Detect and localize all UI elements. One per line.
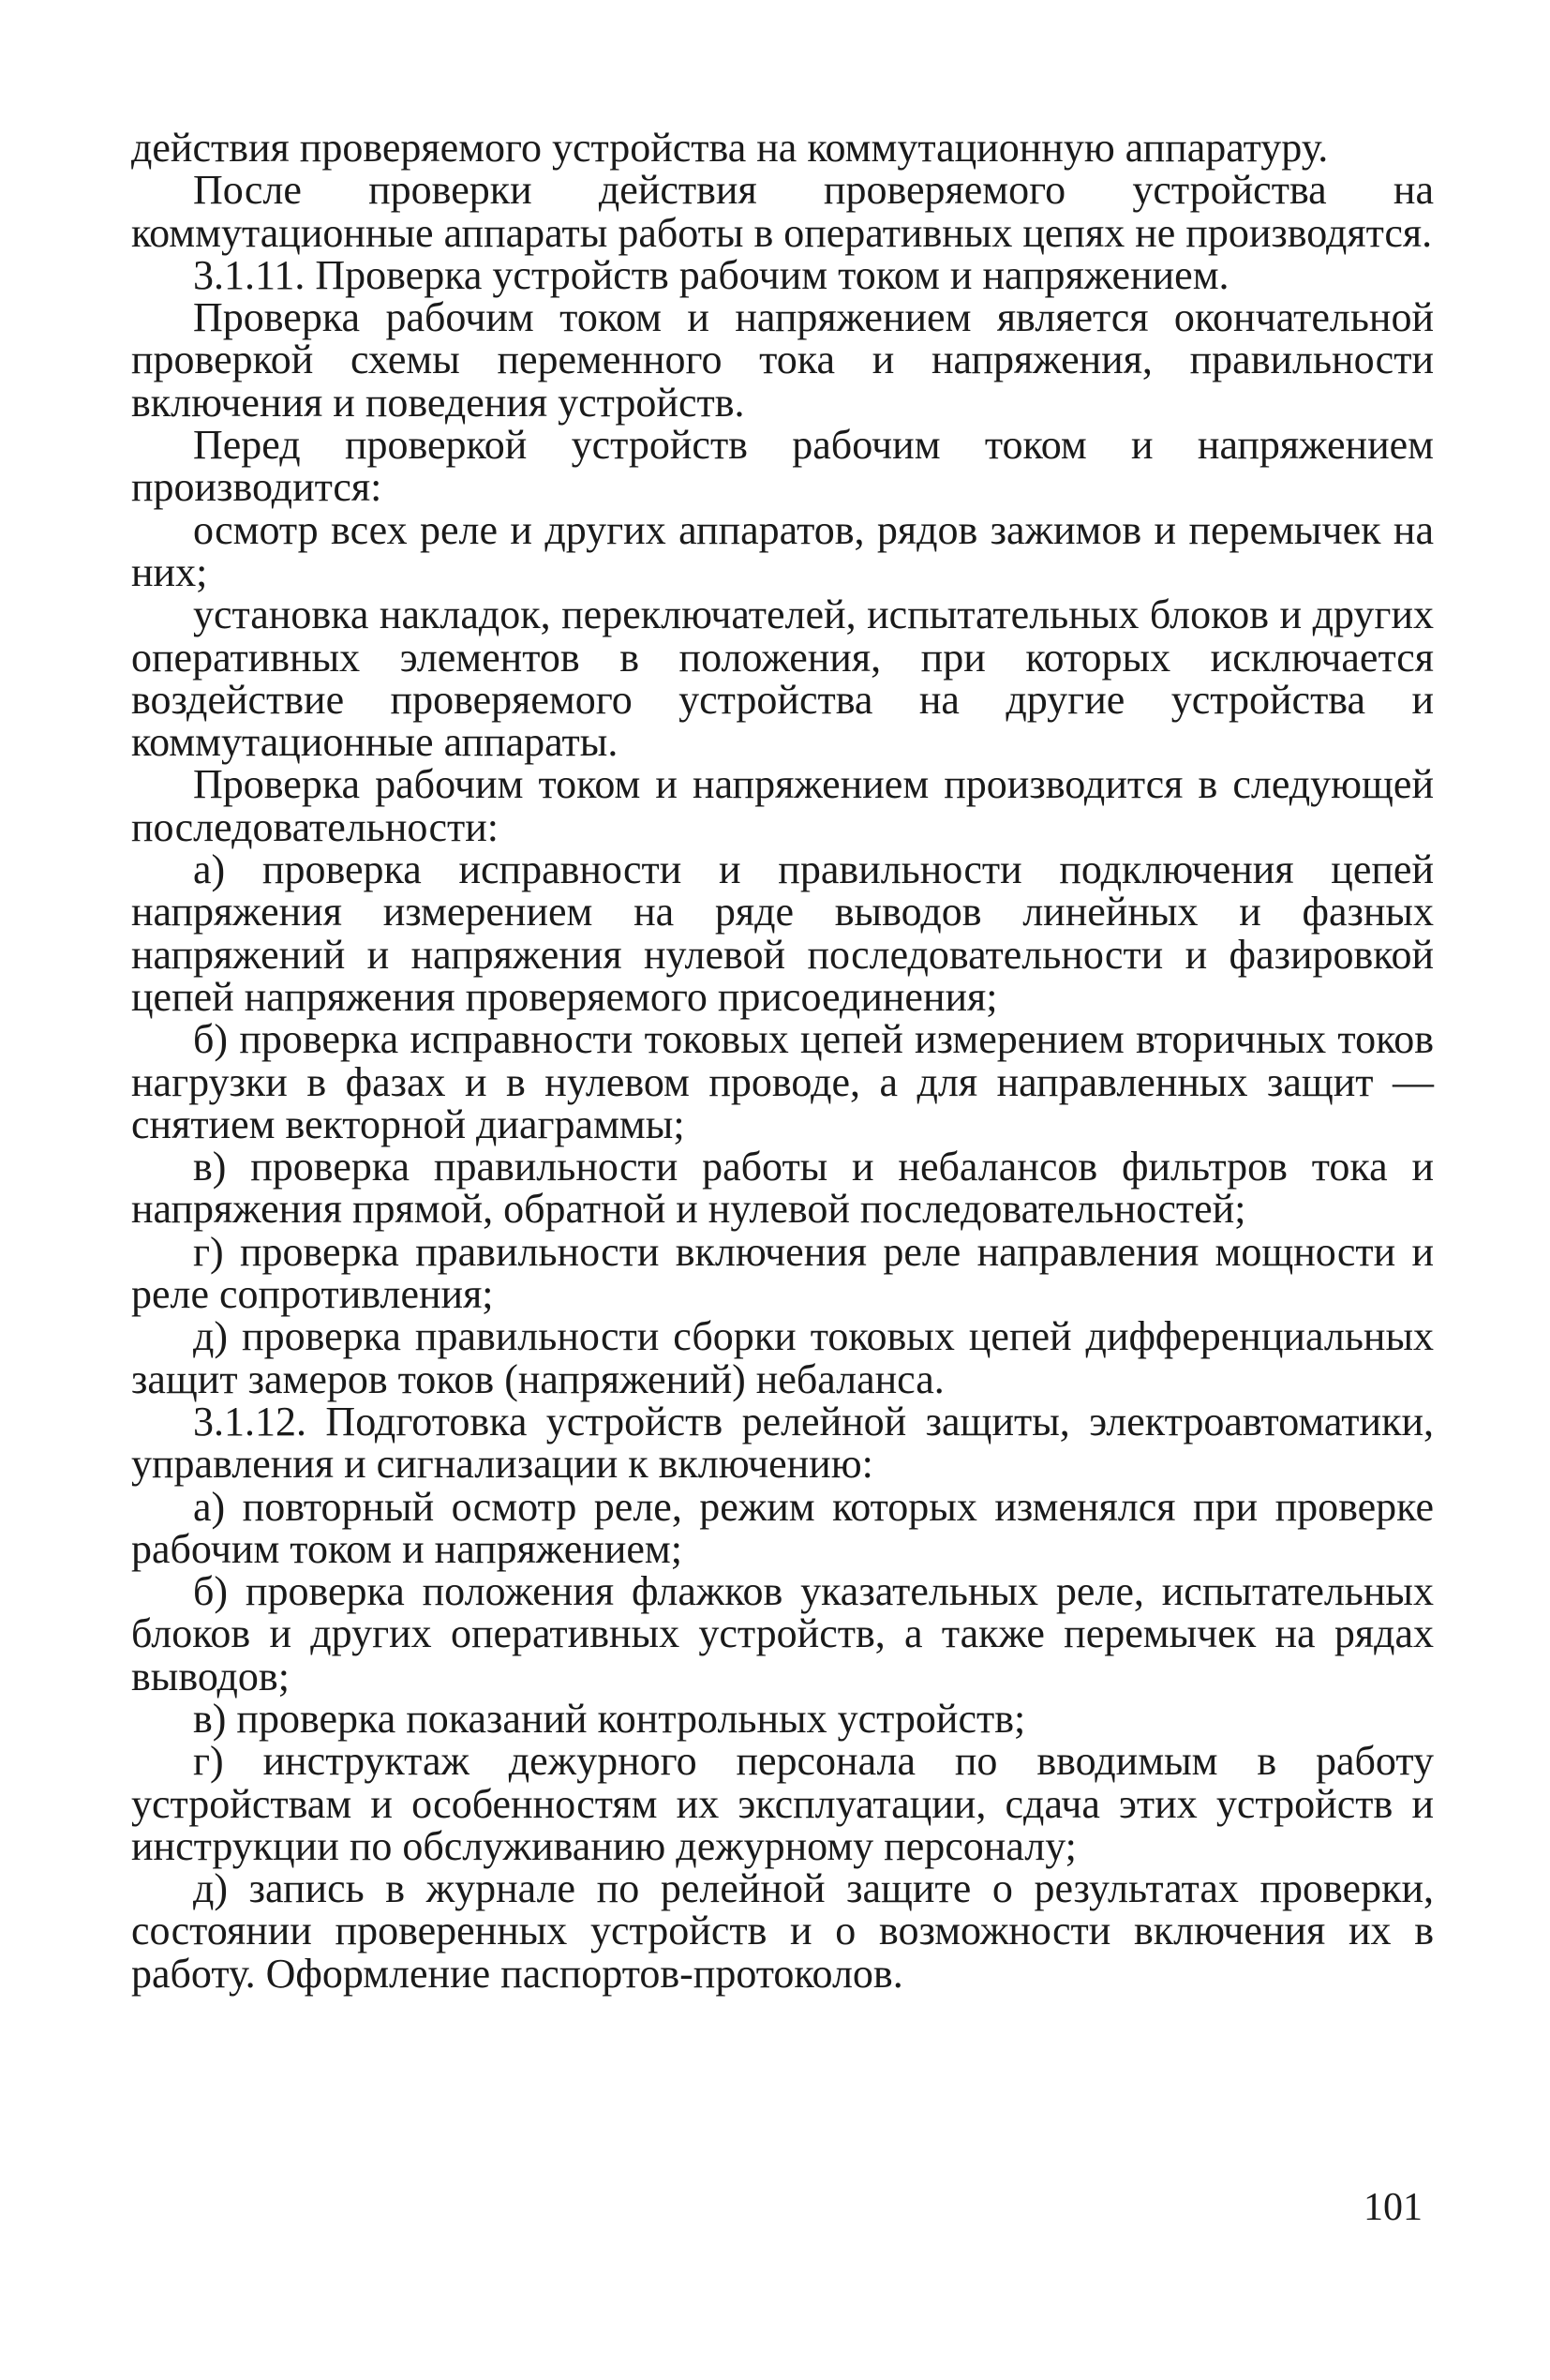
list-item-g: г) проверка правильности включения реле направления мощности и реле сопротивления;: [131, 1228, 1434, 1318]
list-item-g: г) инструктаж дежурного персонала по вводимым в работу устройствам и особенностям их эксплуатации, сдача этих устройств и инструкции по обслуживанию дежурному персоналу;: [131, 1738, 1434, 1869]
paragraph: Проверка рабочим током и напряжением является окончательной проверкой схемы переменного тока и напряжения, правильности включения и поведения устройств.: [131, 294, 1434, 426]
list-item: установка накладок, переключателей, испытательных блоков и других оперативных элементов в положения, при которых исключается воздействие проверяемого устройства на другие устройства и коммутационные аппараты.: [131, 591, 1434, 766]
list-item-v: в) проверка правильности работы и небалансов фильтров тока и напряжения прямой, обратной и нулевой последовательностей;: [131, 1144, 1434, 1233]
paragraph: После проверки действия проверяемого устройства на коммутационные аппараты работы в оперативных цепях не производятся.: [131, 167, 1434, 256]
list-item-b: б) проверка положения флажков указательных реле, испытательных блоков и других оперативных устройств, а также перемычек на рядах выводов;: [131, 1568, 1434, 1699]
body-text: [131, 127, 1434, 1995]
section-heading-3-1-12: 3.1.12. Подготовка устройств релейной защиты, электроавтоматики, управления и сигнализации к включению:: [131, 1398, 1434, 1488]
paragraph-continuation: действия проверяемого устройства на коммутационную аппаратуру.: [131, 125, 1329, 171]
list-item-b: б) проверка исправности токовых цепей измерением вторичных токов нагрузки в фазах и в нулевом проводе, а для направленных защит — снятием векторной диаграммы;: [131, 1016, 1434, 1147]
list-item-d: д) проверка правильности сборки токовых цепей дифференциальных защит замеров токов (напряжений) небаланса.: [131, 1313, 1434, 1402]
list-item-a: а) проверка исправности и правильности подключения цепей напряжения измерением на ряде выводов линейных и фазных напряжений и напряжения нулевой последовательности и фазировкой цепей напряжения проверяемого присоединения;: [131, 846, 1434, 1020]
page-number: 101: [1364, 2186, 1423, 2229]
paragraph: Перед проверкой устройств рабочим током и напряжением производится:: [131, 422, 1434, 511]
list-item: осмотр всех реле и других аппаратов, рядов зажимов и перемычек на них;: [131, 506, 1434, 595]
list-item-d: д) запись в журнале по релейной защите о результатах проверки, состоянии проверенных устройств и о возможности включения их в работу. Оформление паспортов-протоколов.: [131, 1865, 1434, 1997]
list-item-a: а) повторный осмотр реле, режим которых изменялся при проверке рабочим током и напряжением;: [131, 1483, 1434, 1572]
paragraph: Проверка рабочим током и напряжением производится в следующей последовательности:: [131, 761, 1434, 850]
list-item-v: в) проверка показаний контрольных устройств;: [193, 1695, 1026, 1742]
section-heading-3-1-11: 3.1.11. Проверка устройств рабочим током и напряжением.: [193, 251, 1230, 298]
